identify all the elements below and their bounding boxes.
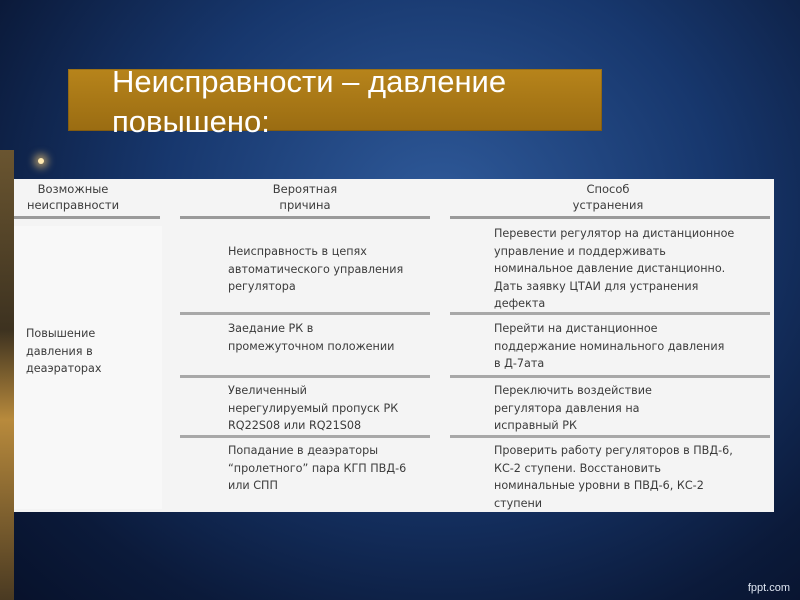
header-faults-line-2: неисправности <box>26 198 120 212</box>
header-cause-line-1: Вероятная <box>272 182 338 196</box>
fault-line-2: давления в <box>26 344 93 358</box>
fault-line-3: деаэраторах <box>26 362 102 375</box>
row-4-cause <box>228 442 406 495</box>
row-1-cause-line-1: Неисправность в цепях <box>228 245 367 258</box>
row-1-cause-line-3: регулятора <box>228 280 296 293</box>
row-3-divider-cause <box>180 435 430 438</box>
row-1-remedy-line-5: дефекта <box>494 297 546 310</box>
background-light <box>38 158 44 164</box>
row-1-cause <box>228 243 403 296</box>
row-1-remedy <box>494 225 734 313</box>
row-1-cause-line-2: автоматического управления <box>228 262 404 276</box>
row-1-remedy-line-3: номинальное давление дистанционно. <box>494 262 726 275</box>
row-2-divider-cause <box>180 375 430 378</box>
row-2-remedy <box>494 320 724 373</box>
row-3-cause <box>228 382 398 435</box>
row-2-remedy-line-3: в Д-7ата <box>494 357 545 370</box>
row-2-divider-remedy <box>450 375 770 378</box>
fault-table <box>14 179 774 512</box>
row-2-cause <box>228 320 394 355</box>
row-2-remedy-line-1: Перейти на дистанционное <box>494 322 658 335</box>
header-remedy-line-1: Способ <box>586 182 630 196</box>
header-remedy <box>560 181 656 213</box>
title-line-1: Неисправности – давление <box>112 64 507 99</box>
header-divider-remedy <box>450 216 770 219</box>
row-3-cause-line-1: Увеличенный <box>228 384 307 397</box>
row-3-remedy-line-1: Переключить воздействие <box>494 384 652 397</box>
slide-title <box>112 62 592 142</box>
row-2-cause-line-1: Заедание РК в <box>228 322 314 335</box>
header-divider-cause <box>180 216 430 219</box>
row-1-divider-remedy <box>450 312 770 315</box>
header-faults <box>18 181 128 213</box>
row-1-remedy-line-4: Дать заявку ЦТАИ для устранения <box>494 279 699 293</box>
row-3-remedy-line-2: регулятора давления на <box>494 401 640 415</box>
header-cause-line-2: причина <box>279 198 331 212</box>
row-3-cause-line-2: нерегулируемый пропуск РК <box>228 401 399 415</box>
row-4-remedy-line-1: Проверить работу регуляторов в ПВД-6, <box>494 444 733 457</box>
row-2-remedy-line-2: поддержание номинального давления <box>494 339 725 353</box>
header-cause <box>258 181 352 213</box>
row-2-cause-line-2: промежуточном положении <box>228 339 395 353</box>
fault-line-1: Повышение <box>26 327 96 340</box>
row-1-remedy-line-2: управление и поддерживать <box>494 244 666 258</box>
row-4-cause-line-3: или СПП <box>228 479 278 492</box>
title-line-2: повышено: <box>112 104 270 139</box>
header-divider-faults <box>14 216 160 219</box>
watermark: fppt.com <box>747 582 790 594</box>
background-plant-photo <box>0 150 14 600</box>
row-4-remedy <box>494 442 733 512</box>
row-1-remedy-line-1: Перевести регулятор на дистанционное <box>494 227 735 240</box>
header-remedy-line-2: устранения <box>572 198 644 212</box>
row-4-cause-line-1: Попадание в деаэраторы <box>228 444 379 457</box>
row-4-cause-line-2: “пролетного” пара КГП ПВД-6 <box>228 461 407 475</box>
row-4-remedy-line-4: ступени <box>494 496 543 510</box>
row-3-remedy <box>494 382 652 435</box>
row-4-remedy-line-3: номинальные уровни в ПВД-6, КС-2 <box>494 479 704 492</box>
row-4-remedy-line-2: КС-2 ступени. Восстановить <box>494 461 661 475</box>
header-faults-line-1: Возможные <box>37 182 109 196</box>
row-3-divider-remedy <box>450 435 770 438</box>
row-3-cause-line-3: RQ22S08 или RQ21S08 <box>228 419 362 432</box>
fault-text <box>26 325 102 378</box>
row-1-divider-cause <box>180 312 430 315</box>
row-3-remedy-line-3: исправный РК <box>494 419 577 432</box>
